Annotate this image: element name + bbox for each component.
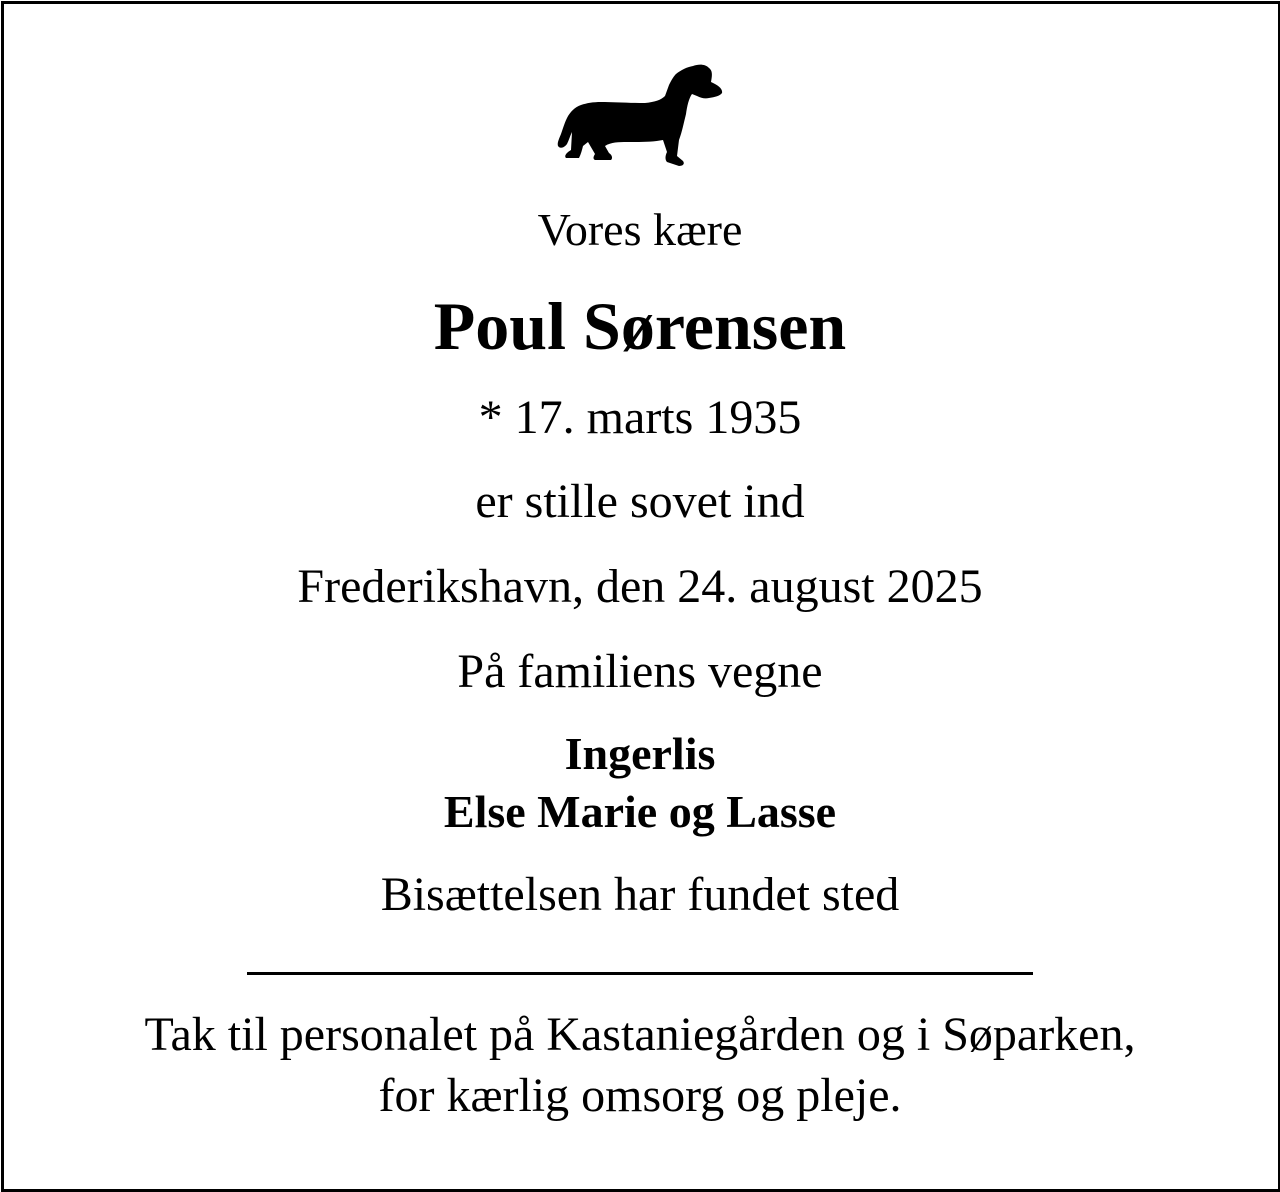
dachshund-silhouette-icon: [555, 62, 725, 170]
deceased-name: Poul Sørensen: [433, 288, 847, 364]
funeral-note: Bisættelsen har fundet sted: [380, 868, 900, 921]
intro-text: Vores kære: [537, 204, 743, 255]
on-behalf-line: På familiens vegne: [457, 645, 823, 698]
divider-rule: [247, 972, 1033, 975]
place-and-date: Frederikshavn, den 24. august 2025: [297, 560, 983, 613]
birth-date: * 17. marts 1935: [478, 391, 802, 444]
passing-statement: er stille sovet ind: [475, 475, 805, 528]
signer-name: Ingerlis: [564, 728, 716, 779]
thanks-line: Tak til personalet på Kastaniegården og i Søparken,: [144, 1008, 1136, 1061]
thanks-line: for kærlig omsorg og pleje.: [378, 1069, 902, 1122]
signer-name: Else Marie og Lasse: [443, 786, 837, 837]
